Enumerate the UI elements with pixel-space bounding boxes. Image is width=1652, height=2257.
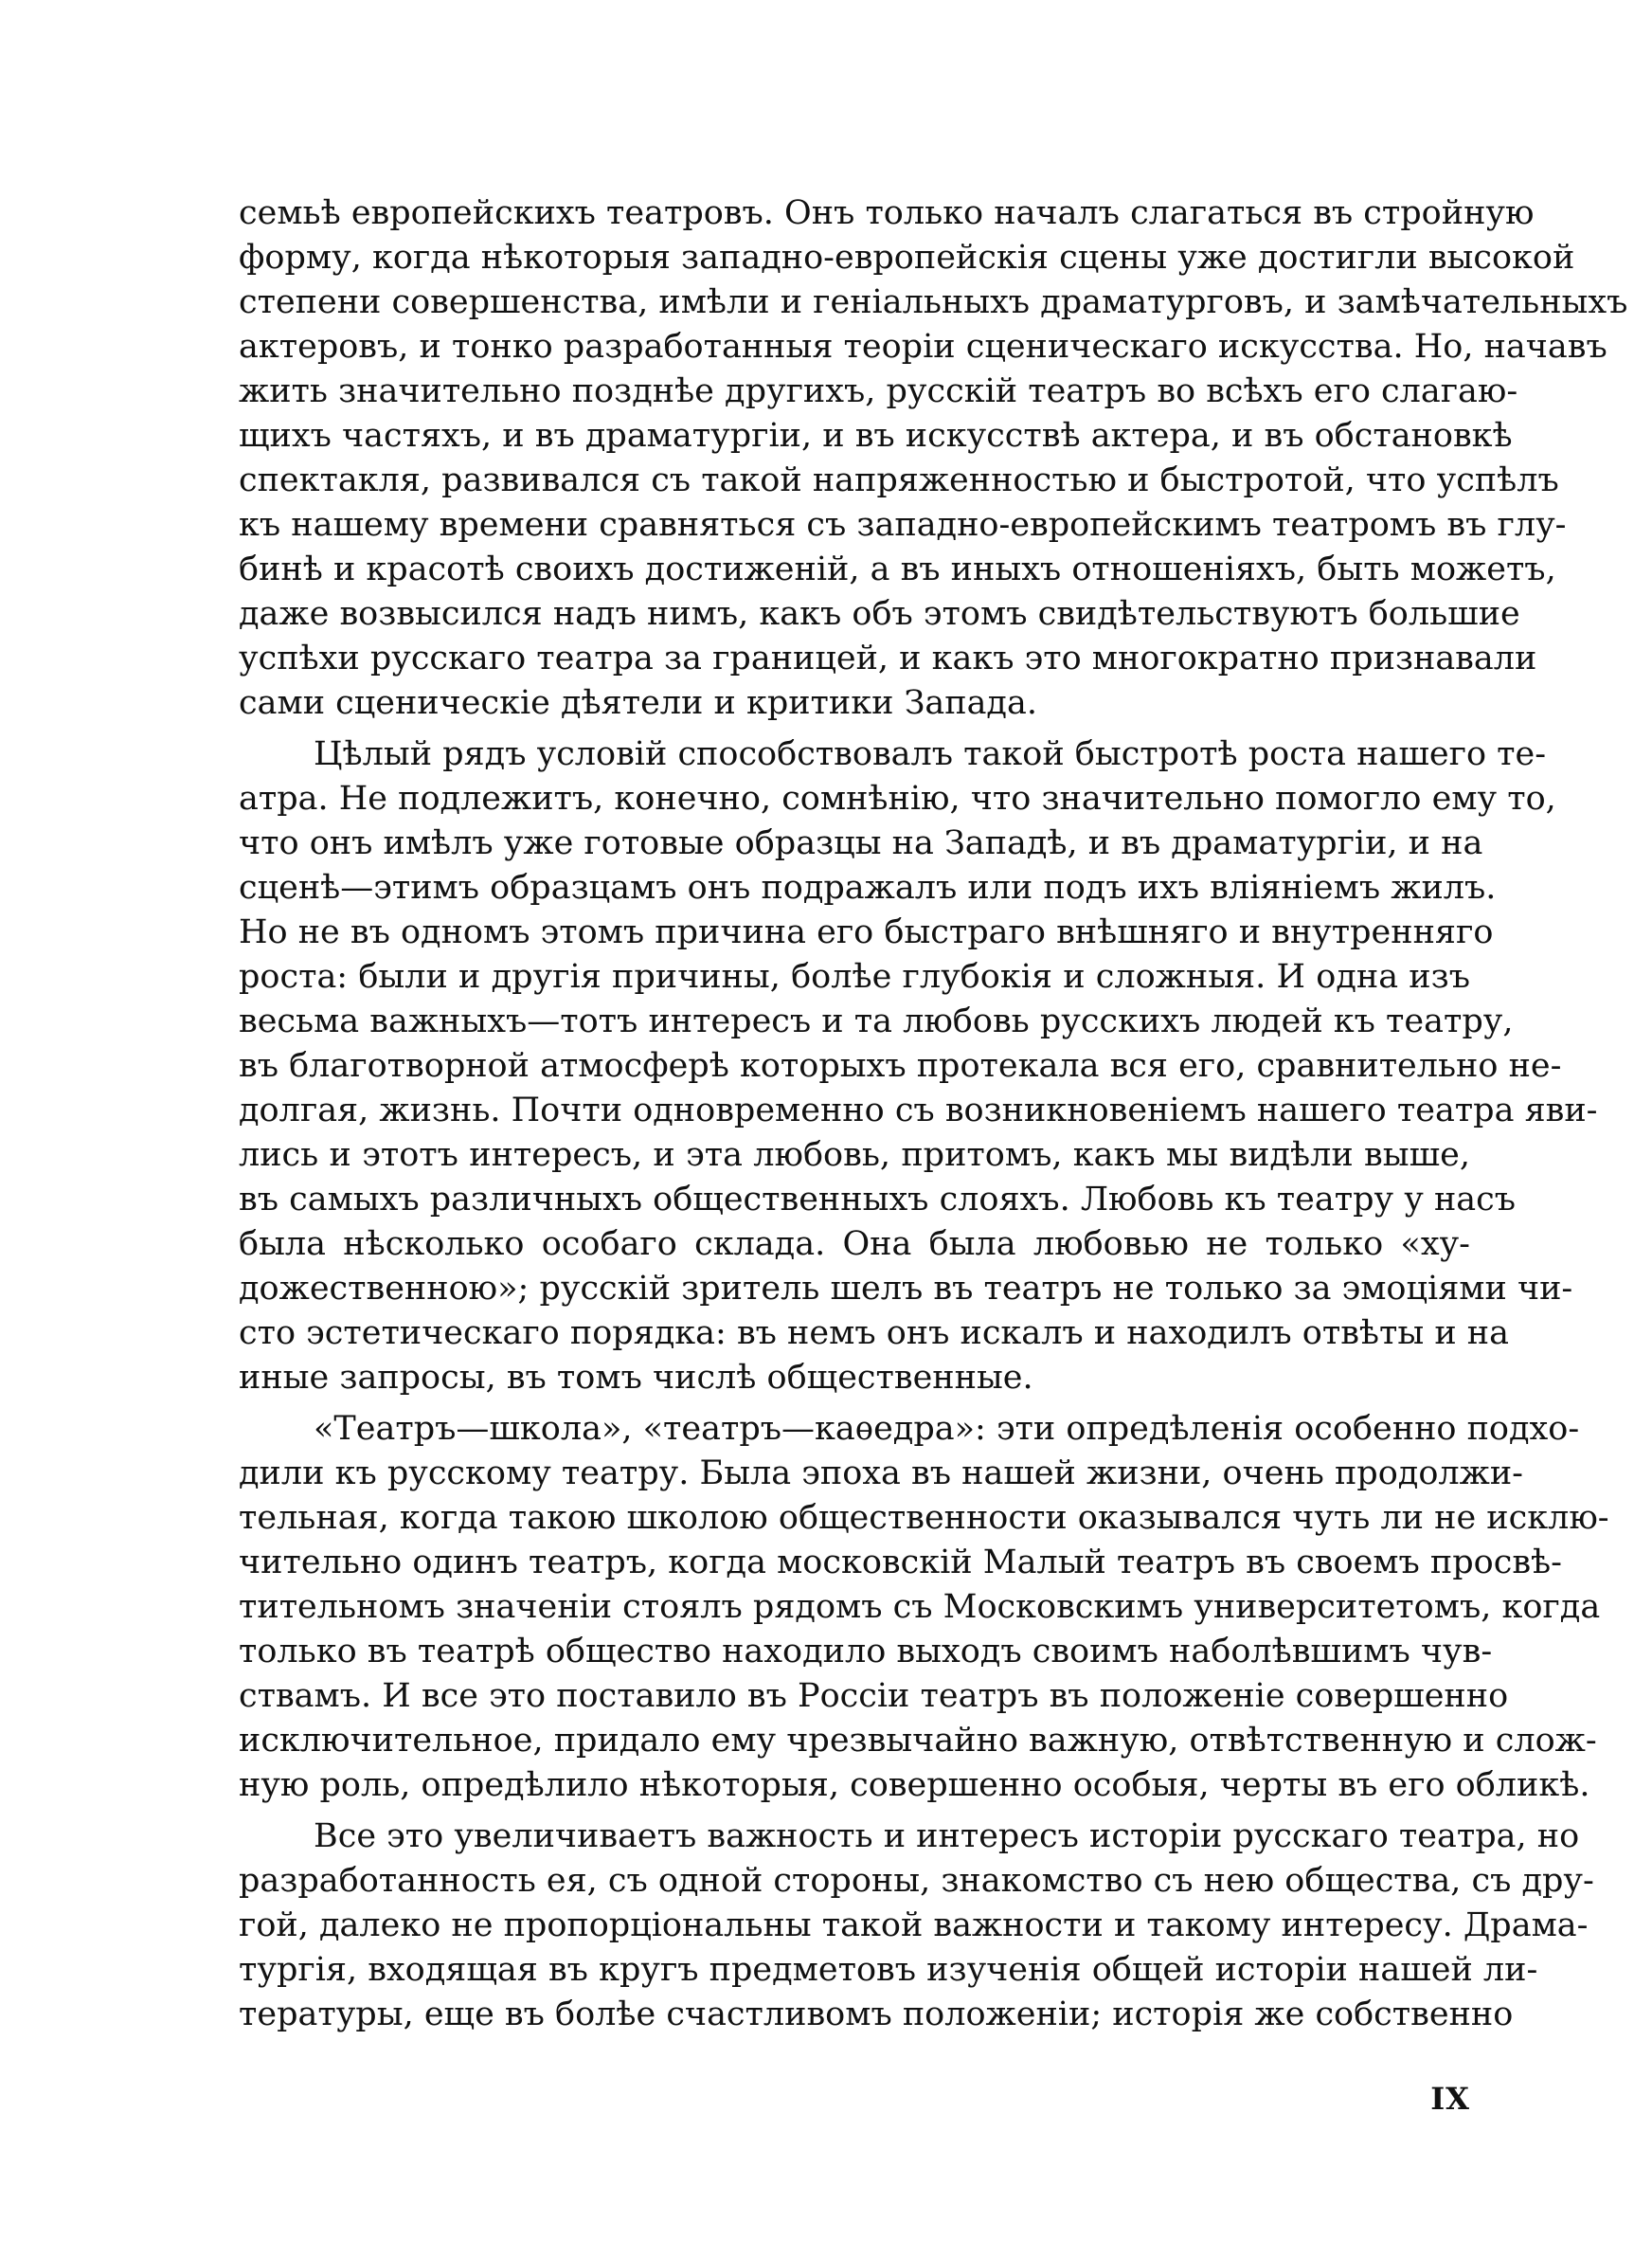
text-line: ствамъ. И все это поставило въ Россіи театръ въ положеніе совершенно xyxy=(239,1677,1509,1715)
text-line: ную роль, опредѣлило нѣкоторыя, совершенно особыя, черты въ его обликѣ. xyxy=(239,1766,1590,1804)
text-line: лись и этотъ интересъ, и эта любовь, притомъ, какъ мы видѣли выше, xyxy=(239,1136,1470,1174)
text-line: что онъ имѣлъ уже готовые образцы на Западѣ, и въ драматургіи, и на xyxy=(239,824,1483,862)
text-line: разработанность ея, съ одной стороны, знакомство съ нею общества, съ дру- xyxy=(239,1862,1594,1900)
text-line: спектакля, развивался съ такой напряженностью и быстротой, что успѣлъ xyxy=(239,461,1559,499)
text-line: дожественною»; русскій зритель шелъ въ театръ не только за эмоціями чи- xyxy=(239,1270,1573,1308)
text-line: въ самыхъ различныхъ общественныхъ слояхъ. Любовь къ театру у насъ xyxy=(239,1181,1517,1219)
text-line: успѣхи русскаго театра за границей, и какъ это многократно признавали xyxy=(239,640,1537,677)
text-line: въ благотворной атмосферѣ которыхъ протекала вся его, сравнительно не- xyxy=(239,1047,1562,1085)
text-line: семьѣ европейскихъ театровъ. Онъ только началъ слагаться въ стройную xyxy=(239,194,1535,232)
text-line: роста: были и другія причины, болѣе глубокія и сложныя. И одна изъ xyxy=(239,958,1470,996)
page-number: IX xyxy=(1430,2081,1470,2117)
text-line: атра. Не подлежитъ, конечно, сомнѣнію, что значительно помогло ему то, xyxy=(239,780,1556,818)
text-line: сценѣ—этимъ образцамъ онъ подражалъ или подъ ихъ вліяніемъ жилъ. xyxy=(239,869,1497,907)
text-line: весьма важныхъ—тотъ интересъ и та любовь русскихъ людей къ театру, xyxy=(239,1002,1514,1040)
text-line: жить значительно позднѣе другихъ, русскій театръ во всѣхъ его слагаю- xyxy=(239,372,1518,410)
text-line: исключительное, придало ему чрезвычайно важную, отвѣтственную и слож- xyxy=(239,1722,1597,1760)
text-line: тельная, когда такою школою общественности оказывался чуть ли не исклю- xyxy=(239,1499,1609,1537)
text-line: тургія, входящая въ кругъ предметовъ изученія общей исторіи нашей ли- xyxy=(239,1951,1538,1989)
text-line: долгая, жизнь. Почти одновременно съ возникновеніемъ нашего театра яви- xyxy=(239,1092,1598,1129)
text-line: чительно одинъ театръ, когда московскій Малый театръ въ своемъ просвѣ- xyxy=(239,1544,1562,1581)
text-line: степени совершенства, имѣли и геніальныхъ драматурговъ, и замѣчательныхъ xyxy=(239,283,1628,321)
text-line: Все это увеличиваетъ важность и интересъ исторіи русскаго театра, но xyxy=(314,1817,1580,1855)
text-line: тературы, еще въ болѣе счастливомъ положеніи; исторія же собственно xyxy=(239,1995,1514,2033)
text-line: сто эстетическаго порядка: въ немъ онъ искалъ и находилъ отвѣты и на xyxy=(239,1314,1510,1352)
paragraph-4 xyxy=(239,1815,1594,2037)
paragraph-3 xyxy=(239,1407,1609,1808)
text-line: «Театръ—школа», «театръ—каѳедра»: эти опредѣленія особенно подхо- xyxy=(314,1410,1580,1448)
text-line: дили къ русскому театру. Была эпоха въ нашей жизни, очень продолжи- xyxy=(239,1454,1523,1492)
text-line: даже возвысился надъ нимъ, какъ объ этомъ свидѣтельствуютъ большие xyxy=(239,595,1520,633)
text-line: Но не въ одномъ этомъ причина его быстраго внѣшняго и внутренняго xyxy=(239,913,1494,951)
text-line: тительномъ значеніи стоялъ рядомъ съ Московскимъ университетомъ, когда xyxy=(239,1588,1601,1626)
text-line: гой, далеко не пропорціональны такой важности и такому интересу. Драма- xyxy=(239,1906,1589,1944)
text-line: Цѣлый рядъ условій способствовалъ такой быстротѣ роста нашего те- xyxy=(314,735,1547,773)
text-line: только въ театрѣ общество находило выходъ своимъ наболѣвшимъ чув- xyxy=(239,1633,1493,1670)
text-line: иные запросы, въ томъ числѣ общественные. xyxy=(239,1359,1033,1397)
paragraph-2 xyxy=(239,732,1598,1400)
text-line: бинѣ и красотѣ своихъ достиженій, а въ иныхъ отношеніяхъ, быть можетъ, xyxy=(239,551,1556,588)
text-line: актеровъ, и тонко разработанныя теоріи сценическаго искусства. Но, начавъ xyxy=(239,328,1607,366)
text-line: была нѣсколько особаго склада. Она была любовью не только «ху- xyxy=(239,1225,1470,1263)
paragraph-1 xyxy=(239,191,1628,726)
body-text xyxy=(239,191,1628,2044)
text-line: къ нашему времени сравняться съ западно-европейскимъ театромъ въ глу- xyxy=(239,506,1567,544)
text-line: щихъ частяхъ, и въ драматургіи, и въ искусствѣ актера, и въ обстановкѣ xyxy=(239,417,1513,455)
text-line: форму, когда нѣкоторыя западно-европейскія сцены уже достигли высокой xyxy=(239,239,1575,277)
text-line: сами сценическіе дѣятели и критики Запада. xyxy=(239,684,1037,722)
